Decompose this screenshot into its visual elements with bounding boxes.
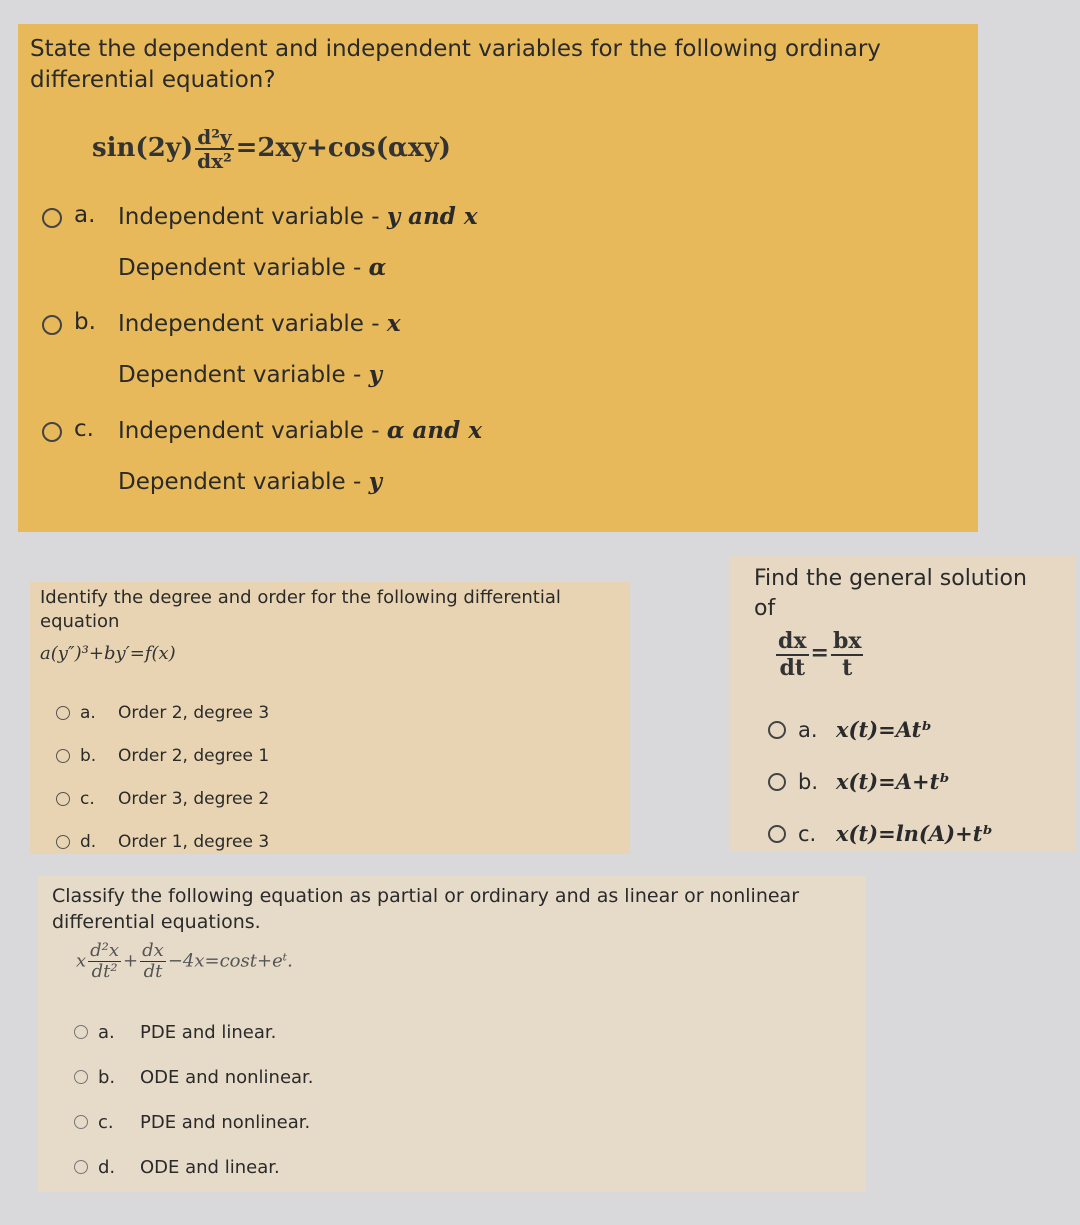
radio-button-b[interactable] [74, 1070, 88, 1084]
radio-button-b[interactable] [768, 773, 786, 791]
fraction-numerator: bx [832, 628, 862, 655]
fraction-numerator: d²y [197, 125, 232, 150]
option-text: Order 2, degree 1 [118, 746, 270, 767]
question-panel-degree-order [30, 582, 630, 854]
equation-rest: −4x=cost+eᵗ. [167, 950, 293, 972]
option-a[interactable] [42, 202, 966, 284]
option-text [118, 309, 401, 391]
radio-button-a[interactable] [768, 721, 786, 739]
radio-button-a[interactable] [42, 208, 62, 228]
option-letter: c. [798, 821, 817, 846]
radio-button-c[interactable] [74, 1115, 88, 1129]
option-letter: b. [798, 769, 819, 794]
question-panel-variables [18, 24, 978, 532]
option-b[interactable] [754, 756, 1051, 808]
fraction-denominator: dt² [91, 961, 118, 983]
fraction-numerator: dx [142, 940, 164, 962]
equation-fraction-right [831, 629, 864, 679]
option-text: Order 3, degree 2 [118, 789, 270, 810]
option-letter: a. [798, 717, 818, 742]
answer-options [52, 1010, 852, 1190]
option-line-var: α and x [386, 416, 482, 444]
question-panel-general-solution [730, 556, 1075, 852]
answer-options [40, 692, 620, 864]
option-letter: b. [74, 308, 96, 335]
equation-equals: = [810, 640, 829, 667]
question-panel-classify [38, 876, 866, 1192]
option-text: Order 2, degree 3 [118, 703, 270, 724]
equation [92, 126, 966, 172]
option-c[interactable] [42, 416, 966, 498]
option-line-label: Independent variable - [118, 417, 387, 444]
option-letter: b. [98, 1066, 116, 1088]
option-letter: d. [98, 1156, 116, 1178]
option-d[interactable] [52, 1145, 852, 1190]
equation [774, 629, 1051, 679]
radio-button-c[interactable] [768, 825, 786, 843]
option-d[interactable] [40, 821, 620, 864]
option-letter: b. [80, 746, 97, 767]
option-text: ODE and nonlinear. [140, 1066, 314, 1088]
answer-options [42, 202, 966, 497]
option-a[interactable] [40, 692, 620, 735]
option-line-label: Dependent variable - [118, 468, 369, 495]
radio-button-d[interactable] [56, 835, 70, 849]
fraction-denominator: dt [779, 654, 806, 681]
option-a[interactable] [754, 704, 1051, 756]
radio-button-c[interactable] [42, 422, 62, 442]
fraction-denominator: dt [143, 961, 163, 983]
radio-button-a[interactable] [74, 1025, 88, 1039]
question-text: State the dependent and independent variables for the following ordinary differential equation? [30, 36, 881, 94]
option-letter: c. [98, 1111, 114, 1133]
option-b[interactable] [42, 309, 966, 391]
fraction-denominator: t [842, 654, 853, 681]
equation-fraction-second-derivative [88, 941, 121, 982]
fraction-numerator: d²x [90, 940, 120, 962]
equation-prefix: x [76, 950, 87, 972]
option-line-label: Independent variable - [118, 204, 387, 231]
option-letter: a. [80, 703, 96, 724]
option-line-var: α [368, 253, 387, 281]
question-text: Find the general solution of [754, 566, 1027, 621]
radio-button-b[interactable] [42, 315, 62, 335]
option-a[interactable] [52, 1010, 852, 1055]
option-text: ODE and linear. [140, 1156, 280, 1178]
fraction-numerator: dx [778, 628, 807, 655]
equation-plus: + [123, 950, 139, 972]
option-line-var: y [368, 360, 382, 388]
radio-button-b[interactable] [56, 749, 70, 763]
equation-fraction-left [776, 629, 809, 679]
option-b[interactable] [40, 735, 620, 778]
option-letter: c. [74, 415, 94, 442]
option-letter: a. [74, 202, 96, 229]
radio-button-a[interactable] [56, 706, 70, 720]
option-line-label: Independent variable - [118, 310, 387, 337]
option-letter: a. [98, 1021, 115, 1043]
option-text: x(t)=Atᵇ [836, 717, 932, 743]
radio-button-c[interactable] [56, 792, 70, 806]
equation-fraction [195, 126, 233, 172]
option-letter: c. [80, 789, 95, 810]
option-line-var: y [368, 467, 382, 495]
option-letter: d. [80, 832, 97, 853]
equation-lhs: sin(2y) [92, 133, 194, 164]
option-line-label: Dependent variable - [118, 254, 369, 281]
question-text: Identify the degree and order for the following differential equation [40, 587, 561, 633]
option-text: x(t)=ln(A)+tᵇ [836, 821, 993, 847]
option-c[interactable] [754, 808, 1051, 860]
option-line-var: y and x [386, 203, 478, 231]
equation-rhs: =2xy+cos(αxy) [235, 133, 451, 164]
option-c[interactable] [40, 778, 620, 821]
fraction-denominator: dx² [197, 149, 232, 174]
option-text: x(t)=A+tᵇ [836, 769, 950, 795]
equation [76, 941, 852, 982]
option-text [118, 202, 478, 284]
option-c[interactable] [52, 1100, 852, 1145]
option-text [118, 416, 482, 498]
question-text: Classify the following equation as partial or ordinary and as linear or nonlinear differential equations. [52, 885, 800, 933]
option-text: PDE and linear. [140, 1021, 277, 1043]
equation: a(y″)³+by′=f(x) [40, 642, 176, 664]
equation-fraction-first-derivative [140, 941, 166, 982]
radio-button-d[interactable] [74, 1160, 88, 1174]
answer-options [754, 704, 1051, 860]
option-line-var: x [386, 309, 401, 337]
option-text: PDE and nonlinear. [140, 1111, 311, 1133]
option-text: Order 1, degree 3 [118, 832, 270, 853]
option-line-label: Dependent variable - [118, 361, 369, 388]
option-b[interactable] [52, 1055, 852, 1100]
